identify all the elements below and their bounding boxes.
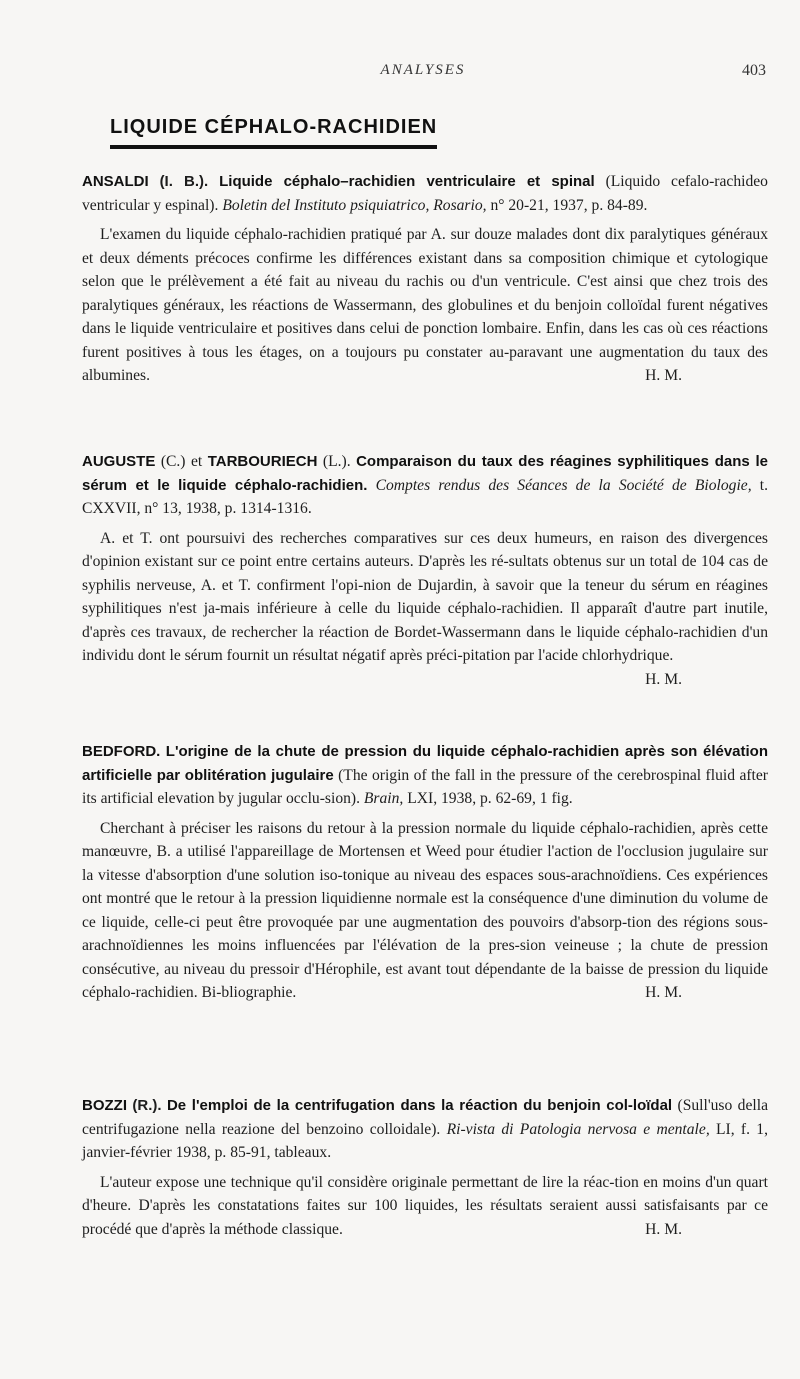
page-number: 403: [742, 62, 766, 79]
entry-second-author: TARBOURIECH: [207, 453, 318, 470]
entry-summary-text: Cherchant à préciser les raisons du retour à la pression normale du liquide céphalo-rachidien, après cette manœuvre, B. a utilisé l'appareillage de Mortensen et Weed pour étudier l'action de l'occlusion jugulaire sur la vitesse d'absorption d'une solution iso-tonique au niveau des espaces sous-arachnoïdiens. Ces expériences ont montré que le retour à la pression liquidienne normale est la conséquence d'une diminution du volume de ce liquide, celle-ci peut être provoquée par une augmentation des pouvoirs d'absorp-tion des régions sous-arachnoïdiennes les moins influencées par l'élévation de la pres-sion veineuse ; la chute de pression consécutive, au niveau du pressoir d'Hérophile, est avant tout dépendante de la baisse de pression du liquide céphalo-rachidien. Bi-bliographie.: [82, 819, 768, 1001]
entry-translation: (The origin of the fall in the pressure of the cerebrospinal fluid after its artificial elevation by jugular occlu-sion).: [82, 766, 768, 807]
entry-heading: [82, 1094, 768, 1165]
entry-signature: H. M.: [645, 984, 682, 1001]
review-entry-bedford: [82, 740, 768, 1005]
entry-citation: t. CXXVII, n° 13, 1938, p. 1314-1316.: [82, 476, 768, 517]
entry-summary-text: A. et T. ont poursuivi des recherches comparatives sur ces deux humeurs, en raison des divergences d'opinion existant sur ce point entre certains auteurs. D'après les ré-sultats obtenus sur un total de 104 cas de syphilis nerveuse, A. et T. confirment l'opi-nion de Dujardin, à savoir que la teneur du sérum en réagines syphilitiques n'est ja-mais inférieure à celle du liquide céphalo-rachidien. Il apparaît d'autre part inutile, d'après ces travaux, de rechercher la réaction de Bordet-Wassermann dans le liquide céphalo-rachidien d'un individu dont le sérum fournit un résultat négatif après préci-pitation par l'acide chlorhydrique.: [82, 529, 768, 664]
entry-author: BOZZI: [82, 1097, 127, 1114]
entry-journal: Brain,: [363, 790, 404, 807]
entry-journal: Ri-vista di Patologia nervosa e mentale,: [446, 1120, 710, 1138]
entry-conjunction: et: [190, 453, 203, 470]
entry-signature: H. M.: [645, 670, 682, 688]
entry-translation: (Sull'uso della centrifugazione nella reazione del benzoino colloidale).: [82, 1097, 768, 1138]
entry-author-initials: (R.).: [132, 1097, 162, 1114]
entry-summary: [82, 223, 768, 388]
entry-summary: [82, 1171, 768, 1242]
entry-heading: [82, 170, 768, 217]
review-entry-ansaldi: [82, 170, 768, 388]
entry-author-initials: (I. B.).: [159, 173, 209, 190]
entry-heading: [82, 740, 768, 811]
entry-author: BEDFORD.: [82, 743, 161, 760]
entry-heading: [82, 450, 768, 521]
entry-title: Liquide céphalo–rachidien ventriculaire et spinal: [219, 173, 595, 190]
entry-translation: (Liquido cefalo-rachideo ventricular y espinal).: [82, 173, 768, 214]
running-head: [80, 62, 766, 84]
entry-title: Comparaison du taux des réagines syphilitiques dans le sérum et le liquide céphalo-rachidien.: [82, 453, 768, 494]
entry-summary: [82, 527, 768, 688]
entry-summary-text: L'auteur expose une technique qu'il considère originale permettant de lire la réac-tion en moins d'un quart d'heure. D'après les constatations faites sur 100 liquides, les résultats seraient aussi satisfaisants par ce procédé que d'après la méthode classique.: [82, 1173, 768, 1238]
entry-title: L'origine de la chute de pression du liquide céphalo-rachidien après son élévation artificielle par oblitération jugulaire: [82, 743, 768, 784]
entry-author: ANSALDI: [82, 173, 149, 190]
entry-summary-text: L'examen du liquide céphalo-rachidien pratiqué par A. sur douze malades dont dix paralytiques généraux et deux déments précoces confirme les différences existant dans sa composition chimique et cytologique selon que le prélèvement a été fait au niveau du rachis ou d'un ventricule. C'est ainsi que chez trois des paralytiques généraux, les réactions de Wassermann, des globulines et du benjoin colloïdal furent négatives dans le liquide ventriculaire et positives dans celui de ponction lombaire. Enfin, dans les cas où ces réactions furent positives à tous les étages, on a toujours pu constater au-paravant une augmentation du taux des albumines.: [82, 226, 768, 384]
entry-title: De l'emploi de la centrifugation dans la réaction du benjoin col-loïdal: [166, 1097, 673, 1114]
entry-author-initials: (C.): [160, 453, 186, 470]
entry-signature: H. M.: [645, 1220, 682, 1238]
entry-journal: Comptes rendus des Séances de la Société de Biologie,: [375, 476, 752, 494]
entry-signature: H. M.: [645, 367, 682, 384]
entry-citation: n° 20-21, 1937, p. 84-89.: [490, 196, 648, 214]
entry-author: AUGUSTE: [82, 453, 156, 470]
review-entry-auguste: [82, 450, 768, 691]
running-title: ANALYSES: [380, 62, 466, 78]
entry-citation: LI, f. 1, janvier-février 1938, p. 85-91, tableaux.: [82, 1120, 768, 1161]
section-title: LIQUIDE CÉPHALO-RACHIDIEN: [110, 116, 437, 149]
entry-summary: [82, 817, 768, 1005]
entry-second-author-initials: (L.).: [322, 453, 351, 470]
entry-journal: Boletin del Instituto psiquiatrico, Rosario,: [222, 196, 487, 214]
review-entry-bozzi: [82, 1094, 768, 1241]
entry-citation: LXI, 1938, p. 62-69, 1 fig.: [407, 790, 573, 807]
